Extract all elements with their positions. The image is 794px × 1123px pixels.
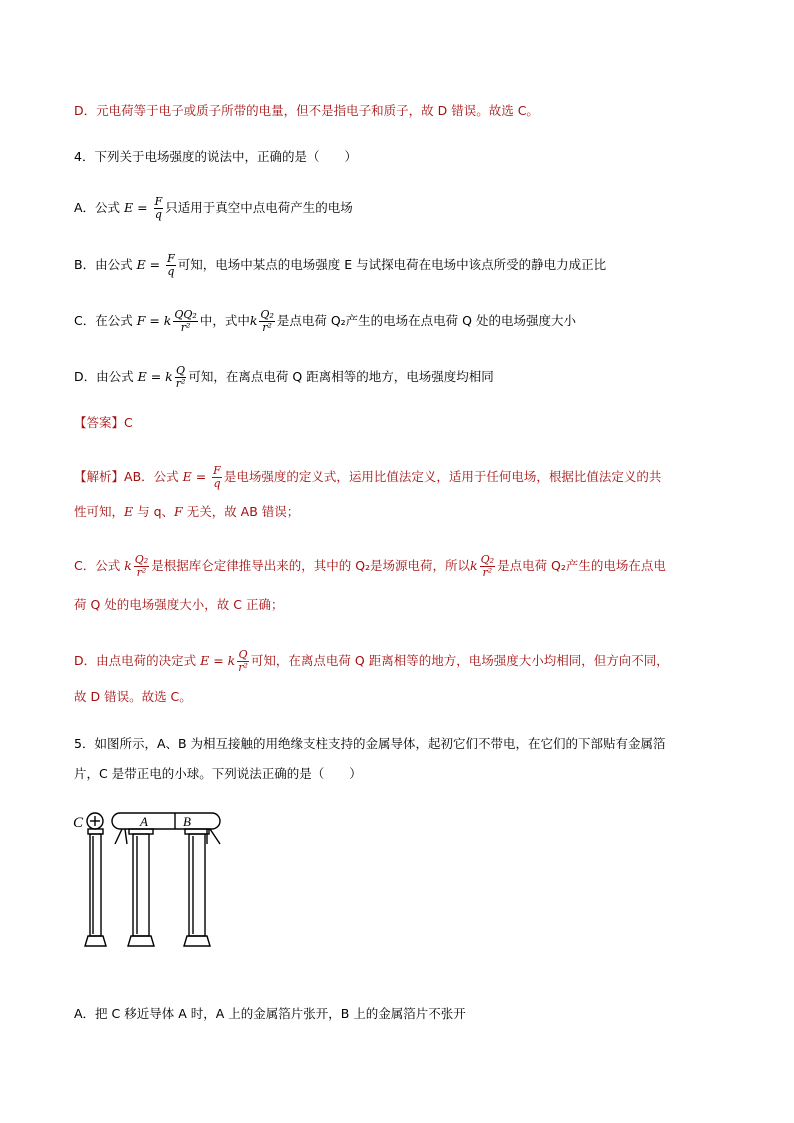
answer-label: 【答案】 (74, 415, 125, 430)
q4-d-prefix: D．由公式 (74, 369, 138, 384)
q4-option-c (74, 309, 576, 334)
analysis-ab-l2-c: 无关，故 AB 错误； (182, 504, 300, 519)
analysis-d-numerator: Q (238, 648, 248, 661)
analysis-c-prefix: C．公式 (74, 558, 125, 573)
pillar-c-cap (88, 829, 103, 834)
label-a: A (140, 814, 148, 829)
q3-d-text: 元电荷等于电子或质子所带的电量，但不是指电子和质子，故 D 错误。故选 C。 (96, 103, 539, 118)
q4-c-numerator-2: Q₂ (260, 308, 274, 321)
q4-b-denominator: q (167, 265, 175, 278)
electroscope-figure (70, 808, 230, 953)
pillar-b-cap (185, 829, 209, 834)
foil-b (210, 829, 220, 844)
q5-stem-line2: 片，C 是带正电的小球。下列说法正确的是（ ） (74, 766, 362, 781)
q4-option-a (74, 196, 353, 221)
answer-value: C (124, 415, 133, 430)
q4-analysis-ab-line2 (74, 503, 299, 521)
analysis-c-text: 是点电荷 Q₂产生的电场在点电 (497, 558, 666, 573)
q4-b-prefix: B．由公式 (74, 257, 137, 272)
q4-b-formula-lhs: E = (136, 257, 165, 272)
q4-b-text: 可知，电场中某点的电场强度 E 与试探电荷在电场中该点所受的静电力成正比 (177, 257, 607, 272)
analysis-c-denominator-2: r² (482, 566, 493, 579)
q4-a-denominator: q (154, 208, 162, 221)
q4-stem: 4．下列关于电场强度的说法中，正确的是（ ） (74, 149, 357, 164)
q4-c-denominator-2: r² (262, 321, 272, 334)
analysis-ab-l2-a: 性可知， (74, 504, 125, 519)
q4-d-formula-lhs: E = k (137, 369, 173, 384)
q4-c-mid: 中，式中 (199, 313, 250, 328)
analysis-ab-fraction (212, 465, 222, 490)
q4-c-numerator: QQ₂ (174, 308, 197, 321)
q4-c-prefix: C．在公式 (74, 313, 137, 328)
q4-c-fraction (173, 309, 197, 334)
analysis-d-denominator: r² (238, 661, 248, 674)
q4-c-text: 是点电荷 Q₂产生的电场在点电荷 Q 处的电场强度大小 (276, 313, 576, 328)
pillar-c-base (85, 936, 106, 946)
analysis-ab-l2-f: F (174, 504, 183, 519)
analysis-ab-text: 是电场强度的定义式，运用比值法定义，适用于任何电场，根据比值法定义的共 (223, 469, 662, 484)
analysis-c-denominator: r² (136, 566, 147, 579)
analysis-c-k: k (124, 558, 132, 573)
label-b: B (183, 814, 191, 829)
analysis-c-fraction-2 (480, 554, 495, 579)
q5-option-a: A．把 C 移近导体 A 时，A 上的金属箔片张开，B 上的金属箔片不张开 (74, 1006, 466, 1021)
analysis-d-fraction (237, 649, 249, 674)
conductor-ab (112, 813, 220, 829)
analysis-d-text: 可知，在离点电荷 Q 距离相等的地方，电场强度大小均相同，但方向不同， (250, 653, 669, 668)
q4-a-text: 只适用于真空中点电荷产生的电场 (165, 200, 353, 215)
q4-option-d (74, 365, 494, 390)
pillar-c (90, 834, 101, 936)
q4-c-formula-lhs: F = k (136, 313, 172, 328)
q5-stem-line1: 5．如图所示，A、B 为相互接触的用绝缘支柱支持的金属导体，起初它们不带电，在它们的下部贴有金属箔 (74, 736, 666, 751)
q4-d-text: 可知，在离点电荷 Q 距离相等的地方，电场强度均相同 (188, 369, 494, 384)
q4-b-numerator: F (167, 252, 175, 265)
analysis-ab-prefix: AB．公式 (124, 469, 183, 484)
q4-analysis-c-line2: 荷 Q 处的电场强度大小，故 C 正确； (74, 597, 284, 612)
pillar-b (189, 834, 205, 936)
q4-d-numerator: Q (176, 364, 186, 377)
foil-a (115, 829, 122, 844)
analysis-c-numerator: Q₂ (134, 553, 149, 566)
q3-option-d-explanation (74, 102, 539, 120)
analysis-c-numerator-2: Q₂ (480, 553, 495, 566)
q4-analysis-c (74, 554, 666, 579)
pillar-a-base (128, 936, 154, 946)
pillar-b-base (184, 936, 210, 946)
label-c: C (73, 815, 84, 831)
analysis-label: 【解析】 (74, 469, 125, 484)
q4-c-denominator: r² (180, 321, 191, 334)
q4-b-fraction (166, 253, 176, 278)
q4-analysis-d (74, 649, 669, 674)
q4-a-prefix: A．公式 (74, 200, 125, 215)
analysis-d-prefix: D．由点电荷的决定式 (74, 653, 201, 668)
q4-d-denominator: r² (175, 377, 186, 390)
pillar-a-cap (129, 829, 153, 834)
q4-analysis-ab (74, 465, 661, 490)
analysis-ab-l2-b: 与 q、 (133, 504, 175, 519)
analysis-c-mid: 是根据库仑定律推导出来的，其中的 Q₂是场源电荷，所以 (151, 558, 471, 573)
analysis-ab-lhs: E = (182, 469, 211, 484)
analysis-ab-l2-e: E (124, 504, 134, 519)
q4-option-b (74, 253, 606, 278)
q4-analysis-d-line2: 故 D 错误。故选 C。 (74, 689, 192, 704)
analysis-c-fraction (134, 554, 149, 579)
pillar-a (133, 834, 149, 936)
q4-c-k: k (249, 313, 258, 328)
q4-answer (74, 414, 133, 432)
analysis-c-k2: k (470, 558, 478, 573)
q4-a-fraction (154, 196, 164, 221)
q4-c-fraction-2 (259, 309, 274, 334)
q4-a-formula-lhs: E = (124, 200, 152, 215)
analysis-ab-denominator: q (213, 477, 221, 490)
q4-a-numerator: F (154, 195, 163, 208)
analysis-d-lhs: E = k (200, 653, 236, 668)
q3-d-label: D． (74, 103, 97, 118)
q4-d-fraction (175, 365, 187, 390)
analysis-ab-numerator: F (213, 464, 221, 477)
